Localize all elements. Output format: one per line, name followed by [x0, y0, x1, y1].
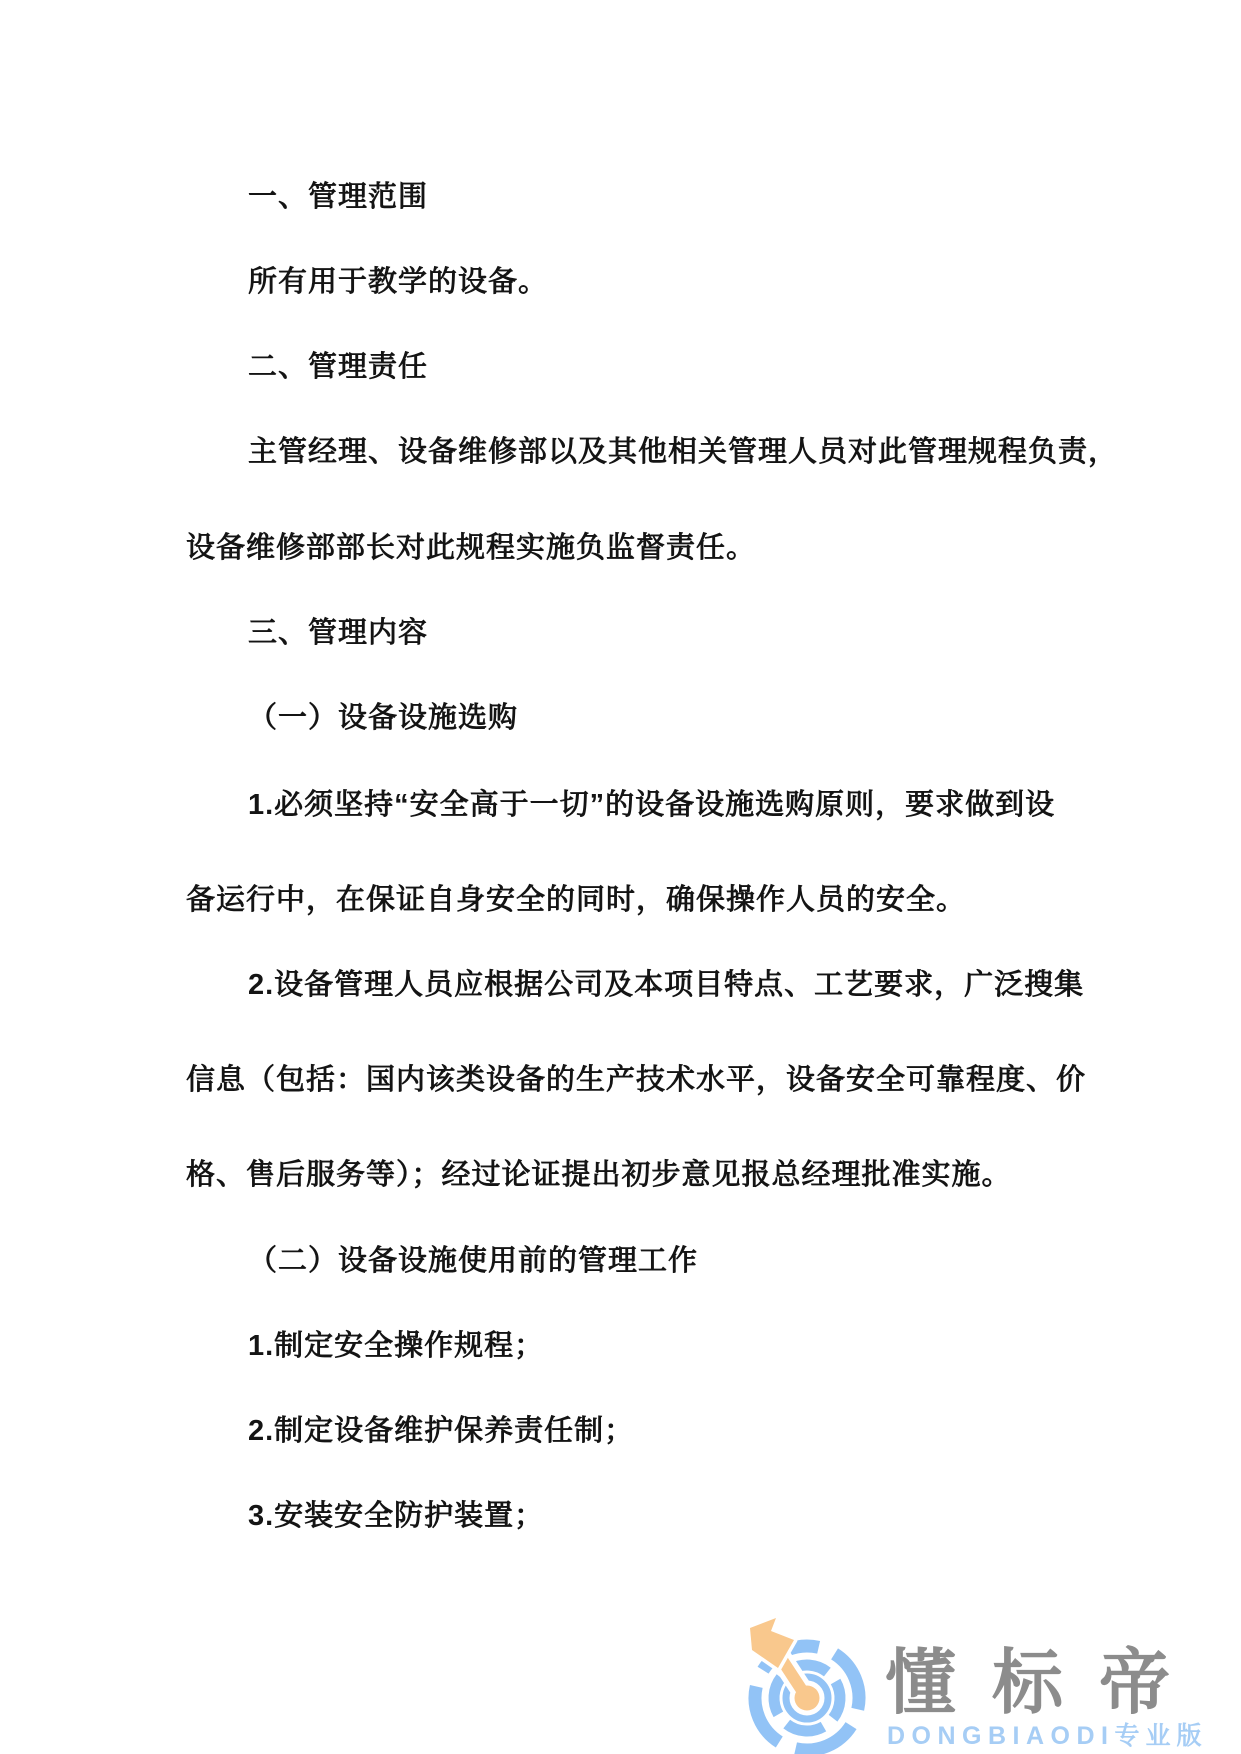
brand-caption-suffix: 专业版: [1114, 1722, 1208, 1750]
document-line: 1.制定安全操作规程；: [248, 1330, 545, 1362]
document-line: （二）设备设施使用前的管理工作: [248, 1245, 699, 1277]
document-line: 1.必须坚持“安全高于一切”的设备设施选购原则，要求做到设: [248, 789, 1056, 821]
document-line: 主管经理、设备维修部以及其他相关管理人员对此管理规程负责，: [248, 436, 1119, 468]
document-line: 格、售后服务等）；经过论证提出初步意见报总经理批准实施。: [186, 1159, 1012, 1191]
brand-caption-latin: DONGBIAODI: [887, 1722, 1115, 1750]
document-line: 2.制定设备维护保养责任制；: [248, 1415, 635, 1447]
document-line: 备运行中，在保证自身安全的同时，确保操作人员的安全。: [186, 884, 967, 916]
document-line: 2.设备管理人员应根据公司及本项目特点、工艺要求，广泛搜集: [248, 969, 1085, 1001]
document-line: 一、管理范围: [248, 181, 429, 213]
document-line: 所有用于教学的设备。: [248, 266, 549, 298]
brand-name-text: 懂标帝: [885, 1644, 1207, 1723]
document-line: 三、管理内容: [248, 617, 429, 649]
document-line: 信息（包括：国内该类设备的生产技术水平，设备安全可靠程度、价: [186, 1064, 1087, 1096]
watermark-logo: [735, 1610, 1241, 1754]
document-line: 二、管理责任: [248, 351, 429, 383]
document-line: 设备维修部部长对此规程实施负监督责任。: [186, 532, 757, 564]
target-dart-icon: [740, 1612, 870, 1754]
document-line: 3.安装安全防护装置；: [248, 1500, 545, 1532]
brand-caption: [887, 1723, 1208, 1749]
document-line: （一）设备设施选购: [248, 702, 519, 734]
